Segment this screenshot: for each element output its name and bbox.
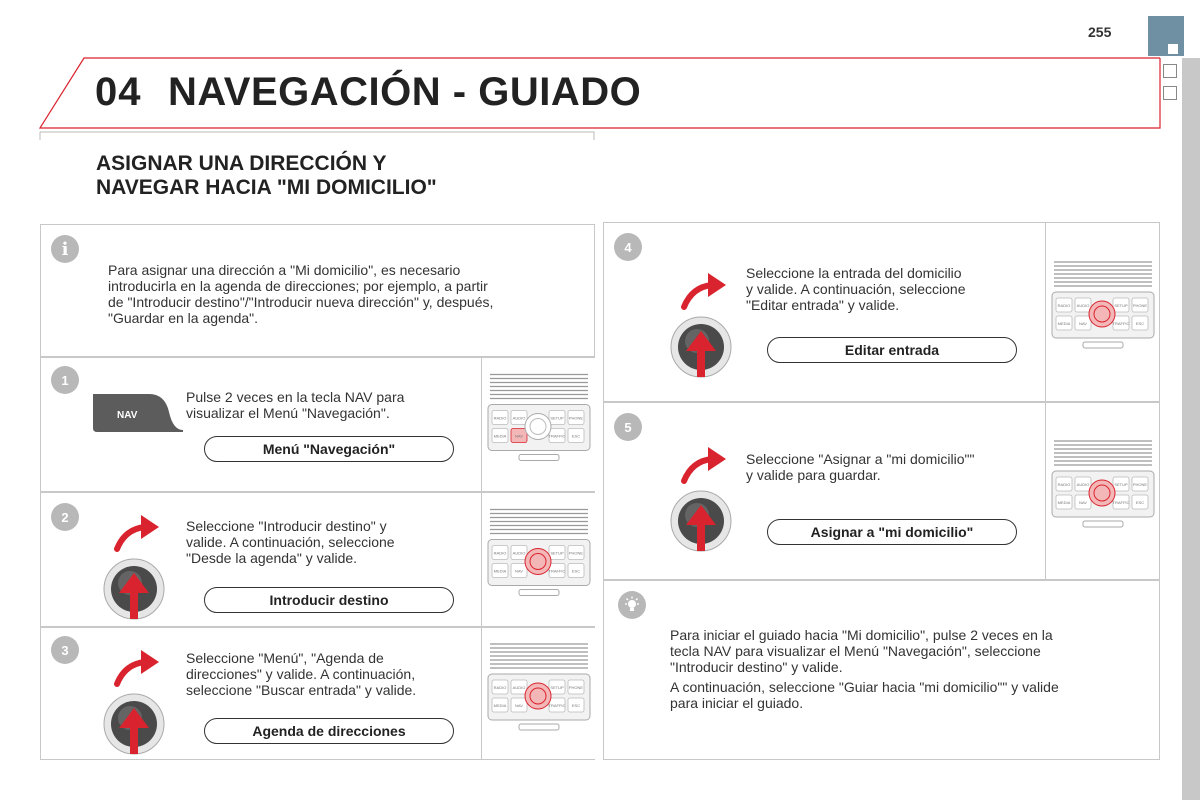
step-line: valide. A continuación, seleccione (186, 534, 395, 550)
nav-key-label: NAV (117, 410, 138, 421)
info-line: Para asignar una dirección a "Mi domicilio", es necesario (108, 262, 461, 278)
step-5-panel (603, 402, 1160, 580)
agenda-de-direcciones-button[interactable]: Agenda de direcciones (204, 718, 454, 744)
console-key-label: MEDIA (1057, 500, 1071, 505)
step-3-panel (40, 627, 595, 760)
console-slot (519, 590, 559, 596)
console-slot (1083, 342, 1123, 348)
step-line: Seleccione "Menú", "Agenda de (186, 650, 384, 666)
console-illustration (1045, 223, 1159, 401)
info-icon: i (51, 235, 79, 263)
console-key-label: NAV (515, 568, 523, 574)
rotate-arrow-head (141, 515, 159, 539)
console-key-label: PHONE (1132, 482, 1148, 487)
push-arrow (697, 521, 705, 551)
step-line: direcciones" y valide. A continuación, (186, 666, 416, 682)
console-key-label: RADIO (1057, 303, 1071, 308)
console-key-label: TRAFFIC (1112, 500, 1130, 505)
console-slot (519, 455, 559, 461)
console-key-label: RADIO (493, 685, 507, 690)
tip-line: tecla NAV para visualizar el Menú "Navegación", seleccione (670, 643, 1041, 659)
console-key-label: TRAFFIC (1112, 321, 1130, 326)
console-key-label: SETUP (550, 550, 564, 556)
console-key-label: TRAFFIC (548, 703, 566, 708)
step-number: 1 (51, 366, 79, 394)
rotate-arrow-head (708, 273, 726, 297)
console-knob (1089, 301, 1115, 327)
step-5-text (746, 451, 974, 483)
step-4-panel (603, 222, 1160, 402)
console-key-label: RADIO (493, 550, 507, 556)
console-key-label: PHONE (568, 550, 584, 556)
chapter-number: 04 (95, 70, 142, 114)
console-key-label: AUDIO (512, 685, 526, 690)
asignar-mi-domicilio-button[interactable]: Asignar a "mi domicilio" (767, 519, 1017, 545)
rotary-knob-icon (670, 267, 732, 379)
rotate-arrow-head (141, 650, 159, 674)
console-key-label: PHONE (1132, 303, 1148, 308)
step-line: "Desde la agenda" y valide. (186, 550, 358, 566)
console-knob (1089, 480, 1115, 506)
menu-navegacion-button[interactable]: Menú "Navegación" (204, 436, 454, 462)
step-3-text (186, 650, 416, 698)
console-slot (1083, 521, 1123, 527)
console-key-label: TRAFFIC (548, 433, 566, 439)
tip-line: A continuación, seleccione "Guiar hacia "mi domicilio"" y valide (670, 679, 1059, 695)
step-number: 2 (51, 503, 79, 531)
console-key-label: RADIO (493, 415, 507, 421)
console-key-label: SETUP (1114, 482, 1128, 487)
editar-entrada-button[interactable]: Editar entrada (767, 337, 1017, 363)
console-key-label: AUDIO (1076, 482, 1090, 487)
console-key-label: MEDIA (493, 433, 507, 439)
console-key-label: ESC (1135, 500, 1145, 505)
console-key-label: ESC (571, 703, 581, 708)
console-key-label: AUDIO (1076, 303, 1090, 308)
step-line: Seleccione "Introducir destino" y (186, 518, 387, 534)
rotate-arrow (117, 527, 145, 549)
step-number: 4 (614, 233, 642, 261)
tip-text (670, 627, 1140, 711)
rotate-arrow (117, 662, 145, 684)
nav-key-icon (91, 390, 183, 434)
push-arrow (130, 724, 138, 754)
info-panel (40, 224, 595, 357)
console-illustration (481, 358, 595, 491)
side-bar (1182, 58, 1200, 800)
console-key-label: NAV (515, 433, 523, 439)
info-text (108, 262, 578, 326)
step-line: seleccione "Buscar entrada" y valide. (186, 682, 417, 698)
section-title-line2: NAVEGAR HACIA "MI DOMICILIO" (96, 176, 437, 199)
tip-line: "Introducir destino" y valide. (670, 659, 843, 675)
step-line: Seleccione "Asignar a "mi domicilio"" (746, 451, 975, 467)
console-knob (525, 549, 551, 575)
step-1-panel (40, 357, 595, 492)
step-2-text (186, 518, 395, 566)
console-knob (525, 414, 551, 440)
console-key-label: MEDIA (493, 703, 507, 708)
console-knob (525, 683, 551, 709)
rotary-knob-icon (670, 441, 732, 553)
console-key-label: AUDIO (512, 550, 526, 556)
console-key-label: ESC (571, 433, 581, 439)
console-key-label: MEDIA (1057, 321, 1071, 326)
step-line: Seleccione la entrada del domicilio (746, 265, 962, 281)
tip-panel (603, 580, 1160, 760)
console-key-label: ESC (1135, 321, 1145, 326)
info-line: "Guardar en la agenda". (108, 310, 259, 326)
step-line: "Editar entrada" y valide. (746, 297, 900, 313)
step-line: y valide para guardar. (746, 467, 881, 483)
console-key-label: NAV (1079, 321, 1087, 326)
console-key-label: SETUP (550, 415, 564, 421)
rotate-arrow-head (708, 447, 726, 471)
console-illustration (1045, 403, 1159, 579)
console-key-label: TRAFFIC (548, 568, 566, 574)
rotary-knob-icon (103, 644, 165, 756)
push-arrow (130, 589, 138, 619)
console-key-label: RADIO (1057, 482, 1071, 487)
lightbulb-icon (618, 591, 646, 619)
section-title-line1: ASIGNAR UNA DIRECCIÓN Y (96, 152, 387, 175)
push-arrow (697, 347, 705, 377)
console-key-label: AUDIO (512, 415, 526, 421)
step-line: y valide. A continuación, seleccione (746, 281, 966, 297)
console-key-label: PHONE (568, 685, 584, 690)
console-key-label: MEDIA (493, 568, 507, 574)
step-line: Pulse 2 veces en la tecla NAV para (186, 389, 405, 405)
info-line: de "Introducir destino"/"Introducir nueva dirección" y, después, (108, 294, 494, 310)
info-line: introducirla en la agenda de direcciones; por ejemplo, a partir (108, 278, 488, 294)
step-2-panel (40, 492, 595, 627)
rotate-arrow (684, 285, 712, 307)
step-number: 3 (51, 636, 79, 664)
console-illustration (481, 628, 595, 759)
console-key-label: NAV (1079, 500, 1087, 505)
console-key-label: ESC (571, 568, 581, 574)
console-key-label: NAV (515, 703, 523, 708)
section-title (96, 152, 566, 200)
step-line: visualizar el Menú "Navegación". (186, 405, 390, 421)
page-number: 255 (1088, 24, 1112, 40)
console-illustration (481, 493, 595, 626)
console-key-label: SETUP (550, 685, 564, 690)
rotate-arrow (684, 459, 712, 481)
step-4-text (746, 265, 965, 313)
step-1-text (186, 389, 404, 421)
console-key-label: PHONE (568, 415, 584, 421)
tip-line: Para iniciar el guiado hacia "Mi domicilio", pulse 2 veces en la (670, 627, 1053, 643)
console-slot (519, 724, 559, 730)
tip-line: para iniciar el guiado. (670, 695, 804, 711)
chapter-title: NAVEGACIÓN - GUIADO (168, 70, 642, 114)
rotary-knob-icon (103, 509, 165, 621)
step-number: 5 (614, 413, 642, 441)
console-key-label: SETUP (1114, 303, 1128, 308)
introducir-destino-button[interactable]: Introducir destino (204, 587, 454, 613)
